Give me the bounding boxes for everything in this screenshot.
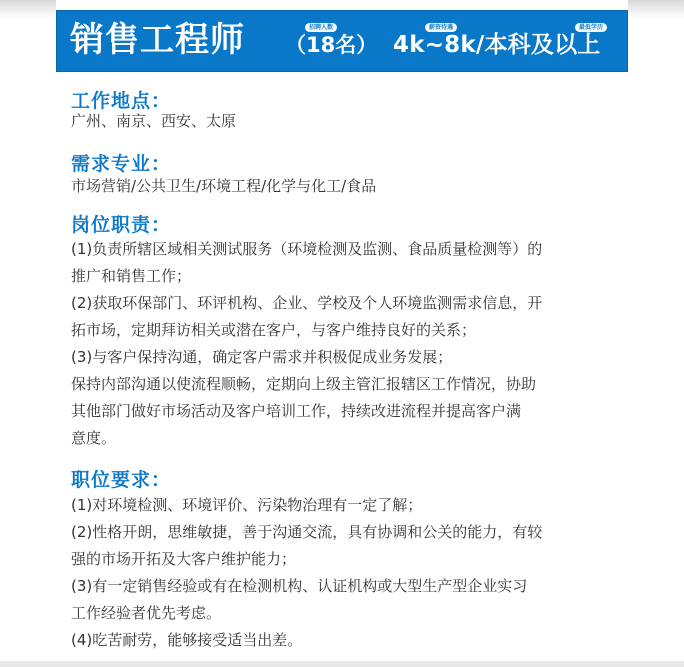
section-text-requirements [71, 492, 619, 654]
salary-label: 薪资待遇 [425, 23, 457, 32]
duty-line: (1)负责所辖区域相关测试服务（环境检测及监测、食品质量检测等）的 [71, 240, 543, 258]
education-label: 最低学历 [575, 23, 607, 32]
location-line: 广州、南京、西安、太原 [71, 112, 237, 130]
major-line: 市场营销/公共卫生/环境工程/化学与化工/食品 [71, 177, 377, 195]
duty-line: 其他部门做好市场活动及客户培训工作，持续改进流程并提高客户满 [71, 402, 522, 420]
section-text-location [71, 108, 619, 135]
bottom-strip [0, 661, 684, 667]
section-title-location: 工作地点： [71, 90, 172, 112]
duty-line: 推广和销售工作； [71, 267, 192, 285]
job-header [56, 10, 628, 72]
section-title-duties: 岗位职责： [71, 214, 172, 236]
job-card [56, 0, 628, 661]
duty-line: (2)获取环保部门、环评机构、企业、学校及个人环境监测需求信息，开 [71, 294, 543, 312]
requirement-line: 强的市场开拓及大客户维护能力； [71, 550, 297, 568]
duty-line: 拓市场，定期拜访相关或潜在客户，与客户维持良好的关系； [71, 321, 477, 339]
requirement-line: (1)对环境检测、环境评价、污染物治理有一定了解； [71, 496, 423, 514]
requirement-line: 工作经验者优先考虑。 [71, 604, 222, 622]
salary-education-value: 4k~8k/本科及以上 [393, 32, 601, 58]
duty-line: 保持内部沟通以使流程顺畅，定期向上级主管汇报辖区工作情况，协助 [71, 375, 537, 393]
requirement-line: (3)有一定销售经验或有在检测机构、认证机构或大型生产型企业实习 [71, 577, 528, 595]
headcount-value: （18名） [285, 33, 378, 57]
duty-line: 意度。 [71, 429, 117, 447]
section-title-requirements: 职位要求： [71, 469, 172, 491]
section-text-major [71, 173, 619, 200]
section-text-duties [71, 236, 619, 452]
requirement-line: (2)性格开朗，思维敏捷，善于沟通交流，具有协调和公关的能力，有较 [71, 523, 543, 541]
headcount-label: 招聘人数 [305, 23, 337, 32]
requirement-line: (4)吃苦耐劳，能够接受适当出差。 [71, 631, 303, 649]
salary-block [375, 11, 625, 73]
section-title-major: 需求专业： [71, 153, 172, 175]
headcount-block [273, 11, 385, 73]
duty-line: (3)与客户保持沟通，确定客户需求并积极促成业务发展； [71, 348, 453, 366]
job-title: 销售工程师 [70, 20, 245, 60]
